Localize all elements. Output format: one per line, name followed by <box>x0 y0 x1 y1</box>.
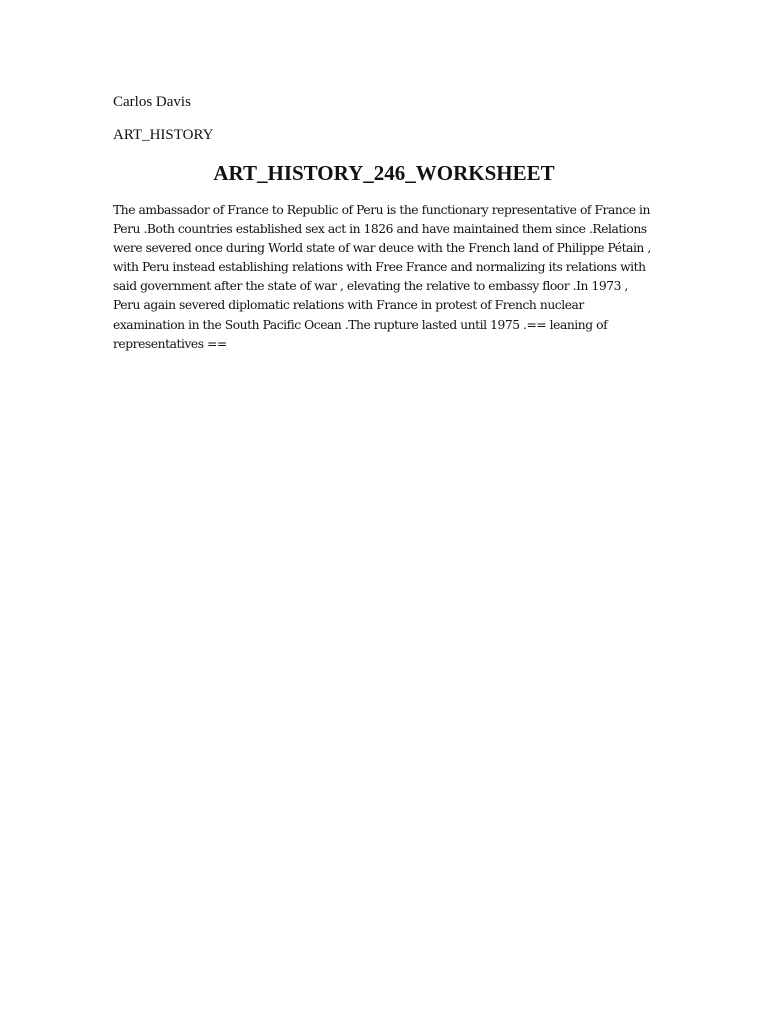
body-line: representatives == <box>113 336 227 351</box>
subject-label: ART_HISTORY <box>113 127 214 143</box>
body-line: said government after the state of war , elevating the relative to embassy floor .In 1973 , <box>113 279 628 294</box>
worksheet-title: ART_HISTORY_246_WORKSHEET <box>213 161 555 185</box>
body-line: The ambassador of France to Republic of Peru is the functionary representative of France in <box>113 203 651 217</box>
body-paragraph <box>113 201 661 354</box>
body-line: Peru .Both countries established sex act in 1826 and have maintained them since .Relations <box>113 222 647 237</box>
body-line: were severed once during World state of war deuce with the French land of Philippe Pétain , <box>113 241 651 256</box>
body-line: with Peru instead establishing relations with Free France and normalizing its relations with <box>113 260 646 275</box>
author-name: Carlos Davis <box>113 94 191 110</box>
body-line: Peru again severed diplomatic relations with France in protest of French nuclear <box>113 298 584 313</box>
body-line: examination in the South Pacific Ocean .The rupture lasted until 1975 .== leaning of <box>113 317 608 332</box>
